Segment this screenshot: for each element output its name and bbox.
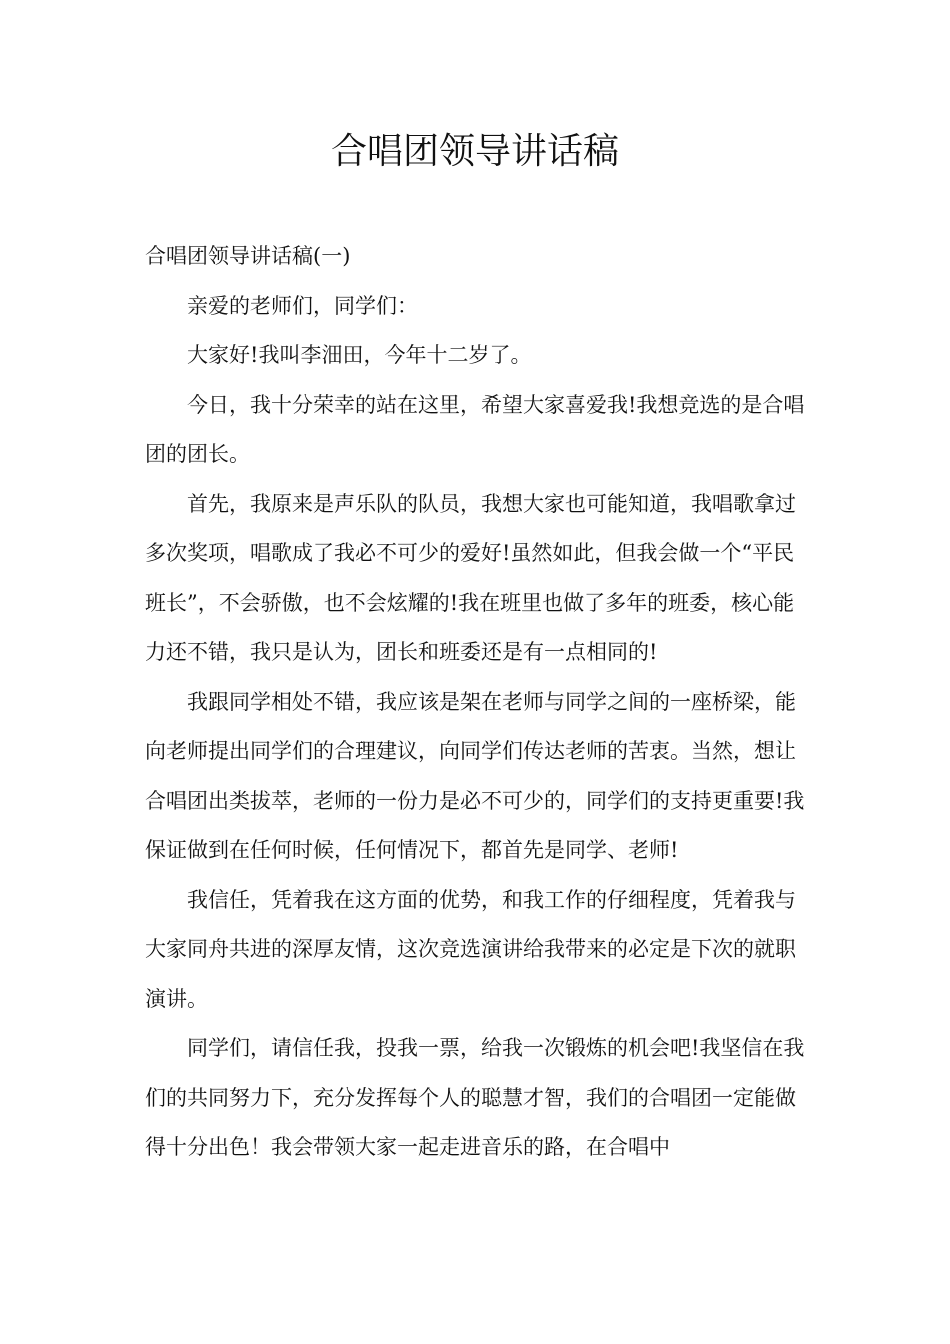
paragraph-salutation: 亲爱的老师们，同学们： xyxy=(187,293,418,318)
paragraph-third-point: 我信任，凭着我在这方面的优势，和我工作的仔细程度，凭着我与大家同舟共进的深厚友情，这次竞选演讲给我带来的必定是下次的就职演讲。 xyxy=(145,887,796,1011)
paragraph-second-point: 我跟同学相处不错，我应该是架在老师与同学之间的一座桥梁，能向老师提出同学们的合理建议，向同学们传达老师的苦衷。当然，想让合唱团出类拔萃，老师的一份力是必不可少的，同学们的支持更重要!我保证做到在任何时候，任何情况下，都首先是同学、老师! xyxy=(145,689,805,862)
page-title: 合唱团领导讲话稿 xyxy=(330,131,619,172)
paragraph-closing: 同学们，请信任我，投我一票，给我一次锻炼的机会吧!我坚信在我们的共同努力下，充分发挥每个人的聪慧才智，我们的合唱团一定能做得十分出色！我会带领大家一起走进音乐的路，在合唱中 xyxy=(145,1036,805,1159)
section-heading: 合唱团领导讲话稿(一) xyxy=(145,244,351,268)
paragraph-intro: 今日，我十分荣幸的站在这里，希望大家喜爱我!我想竞选的是合唱团的团长。 xyxy=(145,392,805,466)
paragraph-greeting: 大家好!我叫李沺田，今年十二岁了。 xyxy=(187,343,532,367)
document-body xyxy=(145,232,815,1173)
paragraph-first-point: 首先，我原来是声乐队的队员，我想大家也可能知道，我唱歌拿过多次奖项，唱歌成了我必不可少的爱好!虽然如此，但我会做一个“平民班长”，不会骄傲，也不会炫耀的!我在班里也做了多年的班委，核心能力还不错，我只是认为，团长和班委还是有一点相同的! xyxy=(145,491,796,664)
